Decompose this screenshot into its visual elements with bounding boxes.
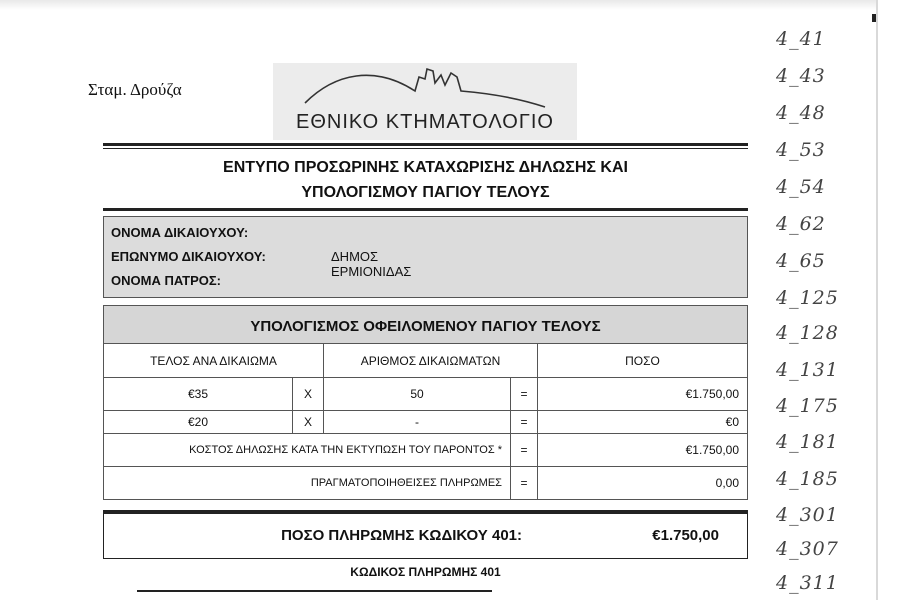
handwritten-note: 4_311: [776, 572, 839, 594]
handwritten-note: 4_131: [776, 359, 839, 381]
form-title: [103, 155, 748, 205]
handwritten-note: 4_48: [776, 102, 826, 124]
total-payment-label: ΠΟΣΟ ΠΛΗΡΩΜΗΣ ΚΩΔΙΚΟΥ 401:: [281, 527, 522, 544]
handwritten-note: 4_128: [776, 322, 839, 344]
mountain-skyline-icon: [295, 63, 555, 113]
father-name-label: ΟΝΟΜΑ ΠΑΤΡΟΣ:: [111, 273, 221, 288]
count-cell: -: [324, 411, 511, 434]
table-row: [104, 411, 748, 434]
handwritten-note: 4_53: [776, 139, 826, 161]
owner-last-name-row: [111, 249, 412, 279]
calculation-header: [103, 305, 748, 344]
payment-code-field: [137, 590, 492, 602]
header-rule: [103, 143, 748, 146]
payments-row: [104, 467, 748, 500]
table-header-row: [104, 344, 748, 378]
owner-info-box: [103, 216, 748, 298]
equals-cell: =: [511, 378, 538, 411]
amount-cell: €1.750,00: [538, 378, 748, 411]
location-label: Σταμ. Δρούζα: [88, 80, 182, 99]
handwritten-note: 4_41: [776, 28, 826, 50]
logo-text: ΕΘΝΙΚΟ ΚΤΗΜΑΤΟΛΟΓΙΟ: [296, 111, 554, 133]
scan-right-edge: [876, 0, 878, 600]
owner-father-name-row: [111, 273, 221, 288]
declaration-cost-row: [104, 434, 748, 467]
column-header-amount: ΠΟΣΟ: [538, 344, 748, 378]
fee-cell: €35: [104, 378, 293, 411]
last-name-value: ΔΗΜΟΣ ΕΡΜΙΟΝΙΔΑΣ: [331, 249, 412, 279]
owner-first-name-row: [111, 225, 248, 240]
handwritten-note: 4_175: [776, 395, 839, 417]
table-row: [104, 378, 748, 411]
count-cell: 50: [324, 378, 511, 411]
scan-marker: [872, 14, 876, 22]
calculation-title: ΥΠΟΛΟΓΙΣΜΟΣ ΟΦΕΙΛΟΜΕΝΟΥ ΠΑΓΙΟΥ ΤΕΛΟΥΣ: [250, 318, 601, 335]
payments-value: 0,00: [538, 467, 748, 500]
equals-cell: =: [511, 434, 538, 467]
equals-cell: =: [511, 411, 538, 434]
handwritten-note: 4_185: [776, 468, 839, 490]
payment-code-label: ΚΩΔΙΚΟΣ ΠΛΗΡΩΜΗΣ 401: [350, 565, 501, 579]
column-header-count: ΑΡΙΘΜΟΣ ΔΙΚΑΙΩΜΑΤΩΝ: [324, 344, 538, 378]
scan-top-edge: [0, 0, 878, 10]
times-cell: X: [293, 411, 324, 434]
handwritten-note: 4_43: [776, 65, 826, 87]
handwritten-note: 4_301: [776, 504, 839, 526]
amount-cell: €0: [538, 411, 748, 434]
payments-label: ΠΡΑΓΜΑΤΟΠΟΙΗΘΕΙΣΕΣ ΠΛΗΡΩΜΕΣ: [104, 467, 511, 500]
title-rule: [103, 208, 748, 211]
handwritten-note: 4_65: [776, 250, 826, 272]
handwritten-note: 4_307: [776, 538, 839, 560]
header-rule-thin: [103, 148, 748, 149]
handwritten-note: 4_62: [776, 213, 826, 235]
first-name-label: ΟΝΟΜΑ ΔΙΚΑΙΟΥΧΟΥ:: [111, 225, 249, 240]
last-name-label: ΕΠΩΝΥΜΟ ΔΙΚΑΙΟΥΧΟΥ:: [111, 249, 266, 264]
handwritten-note: 4_181: [776, 431, 839, 453]
fee-cell: €20: [104, 411, 293, 434]
form-title-line2: ΥΠΟΛΟΓΙΣΜΟΥ ΠΑΓΙΟΥ ΤΕΛΟΥΣ: [301, 184, 550, 201]
times-cell: X: [293, 378, 324, 411]
equals-cell: =: [511, 467, 538, 500]
form-title-line1: ΕΝΤΥΠΟ ΠΡΟΣΩΡΙΝΗΣ ΚΑΤΑΧΩΡΙΣΗΣ ΔΗΛΩΣΗΣ ΚΑΙ: [223, 159, 628, 176]
column-header-fee: ΤΕΛΟΣ ΑΝΑ ΔΙΚΑΙΩΜΑ: [104, 344, 324, 378]
handwritten-note: 4_125: [776, 287, 839, 309]
fee-calculation-table: [103, 343, 748, 500]
handwritten-note: 4_54: [776, 176, 826, 198]
total-payment-value: €1.750,00: [652, 527, 719, 544]
total-payment-box: [103, 510, 748, 559]
declaration-cost-label: ΚΟΣΤΟΣ ΔΗΛΩΣΗΣ ΚΑΤΑ ΤΗΝ ΕΚΤΥΠΩΣΗ ΤΟΥ ΠΑΡΟΝΤΟΣ *: [104, 434, 511, 467]
declaration-cost-value: €1.750,00: [538, 434, 748, 467]
cadastre-logo: [273, 63, 577, 140]
